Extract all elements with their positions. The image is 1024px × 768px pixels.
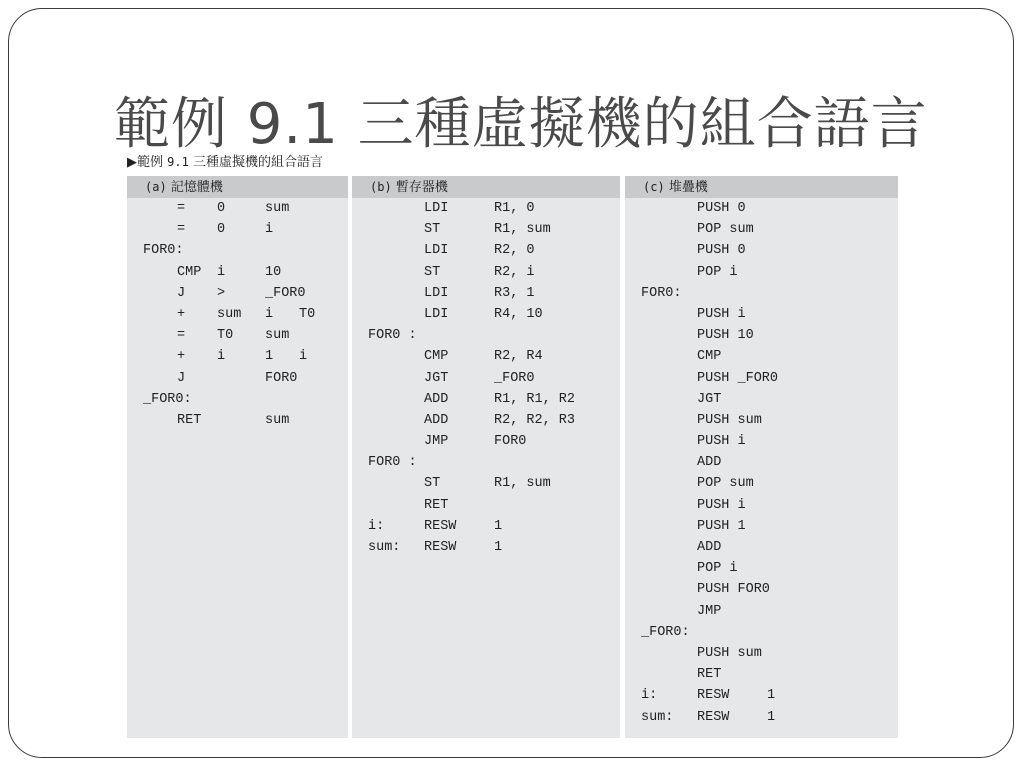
code-operand: i xyxy=(217,264,226,280)
code-operand: 1 xyxy=(767,688,776,704)
code-line xyxy=(625,346,898,367)
column-heading: 記憶體機 xyxy=(170,180,223,195)
code-opcode: LDI xyxy=(424,243,449,259)
code-line xyxy=(625,473,898,494)
code-instruction: PUSH sum xyxy=(697,412,762,428)
code-line xyxy=(625,304,898,325)
code-operand: R3, 1 xyxy=(494,285,535,301)
code-operand: 0 xyxy=(217,222,226,238)
code-instruction: PUSH 0 xyxy=(697,243,746,259)
stack-machine-column xyxy=(625,176,898,738)
code-line xyxy=(625,643,898,664)
code-operand: > xyxy=(217,285,226,301)
code-opcode: = xyxy=(177,328,186,344)
column-heading: 暫存器機 xyxy=(395,180,448,195)
code-label: i: xyxy=(641,688,658,704)
code-instruction: PUSH i xyxy=(697,497,746,513)
code-label: i: xyxy=(368,518,385,534)
code-instruction: ADD xyxy=(697,540,722,555)
code-label: FOR0: xyxy=(641,285,682,301)
code-instruction: PUSH FOR0 xyxy=(697,582,770,598)
caption-marker: ▶範例 xyxy=(127,155,163,170)
code-line xyxy=(352,283,620,304)
code-opcode: LDI xyxy=(424,285,449,301)
code-line xyxy=(127,304,348,325)
code-operand: i xyxy=(299,349,308,365)
code-instruction: PUSH i xyxy=(697,434,746,450)
column-header xyxy=(625,176,898,198)
code-instruction: PUSH 10 xyxy=(697,328,754,344)
code-opcode: = xyxy=(177,222,186,238)
code-label: FOR0: xyxy=(143,243,184,259)
code-line xyxy=(625,579,898,600)
code-instruction: POP sum xyxy=(697,476,754,492)
code-line xyxy=(352,325,620,346)
code-operand: 1 xyxy=(767,709,776,725)
code-operand: sum xyxy=(265,412,290,428)
code-line xyxy=(352,452,620,473)
code-operand: R2, R4 xyxy=(494,349,543,365)
code-line xyxy=(625,707,898,728)
code-line xyxy=(127,283,348,304)
caption-text: 三種虛擬機的組合語言 xyxy=(192,155,323,170)
code-opcode: CMP xyxy=(177,264,202,280)
code-opcode: LDI xyxy=(424,306,449,322)
code-operand: R2, i xyxy=(494,264,535,280)
example-caption xyxy=(127,151,323,170)
code-opcode: JGT xyxy=(424,370,449,386)
code-line xyxy=(352,431,620,452)
code-line xyxy=(625,410,898,431)
code-operand: T0 xyxy=(299,306,316,322)
code-line xyxy=(127,346,348,367)
code-opcode: RESW xyxy=(424,540,457,555)
code-line xyxy=(625,198,898,219)
code-instruction: PUSH 0 xyxy=(697,201,746,216)
code-line xyxy=(352,537,620,558)
code-line xyxy=(352,262,620,283)
code-instruction: PUSH sum xyxy=(697,645,762,661)
code-instruction: ADD xyxy=(697,455,722,471)
code-line xyxy=(127,389,348,410)
column-tag: (b) xyxy=(370,180,392,194)
column-header xyxy=(127,176,348,198)
code-line xyxy=(625,452,898,473)
code-label: sum: xyxy=(641,709,674,725)
code-line xyxy=(625,219,898,240)
register-machine-column xyxy=(352,176,620,738)
code-line xyxy=(352,389,620,410)
code-listing xyxy=(352,198,620,558)
code-line xyxy=(127,368,348,389)
code-operand: sum xyxy=(265,328,290,344)
code-operand: R1, 0 xyxy=(494,201,535,216)
code-instruction: JGT xyxy=(697,391,722,407)
code-line xyxy=(625,389,898,410)
code-operand: sum xyxy=(217,306,242,322)
code-line xyxy=(625,325,898,346)
code-operand: 1 xyxy=(265,349,274,365)
column-tag: (a) xyxy=(145,180,167,194)
code-instruction: PUSH _FOR0 xyxy=(697,370,779,386)
code-instruction: PUSH 1 xyxy=(697,518,746,534)
code-operand: 10 xyxy=(265,264,282,280)
code-line xyxy=(352,368,620,389)
code-opcode: J xyxy=(177,370,186,386)
code-operand: R2, R2, R3 xyxy=(494,412,576,428)
code-opcode: JMP xyxy=(424,434,449,450)
slide-title: 範例 9.1 三種虛擬機的組合語言 xyxy=(114,92,928,157)
code-line xyxy=(625,240,898,261)
code-instruction: POP sum xyxy=(697,222,754,238)
code-opcode: ADD xyxy=(424,412,449,428)
code-line xyxy=(625,601,898,622)
code-instruction: RET xyxy=(697,667,722,683)
code-operand: R1, R1, R2 xyxy=(494,391,576,407)
code-operand: FOR0 xyxy=(265,370,298,386)
code-label: sum: xyxy=(368,540,401,555)
code-line xyxy=(127,219,348,240)
memory-machine-column xyxy=(127,176,348,738)
code-opcode: RET xyxy=(177,412,202,428)
code-operand: R4, 10 xyxy=(494,306,543,322)
code-label: _FOR0: xyxy=(641,624,690,640)
code-line xyxy=(625,368,898,389)
code-operand: sum xyxy=(265,201,290,216)
code-operand: FOR0 xyxy=(494,434,527,450)
code-opcode: J xyxy=(177,285,186,301)
code-instruction: RESW xyxy=(697,709,730,725)
code-operand: 1 xyxy=(494,518,503,534)
code-label: FOR0 : xyxy=(368,328,417,344)
code-line xyxy=(127,410,348,431)
code-instruction: RESW xyxy=(697,688,730,704)
code-instruction: POP i xyxy=(697,561,738,577)
code-operand: i xyxy=(265,306,274,322)
code-line xyxy=(352,495,620,516)
code-instruction: JMP xyxy=(697,603,722,619)
code-line xyxy=(625,685,898,706)
code-operand: T0 xyxy=(217,328,234,344)
code-line xyxy=(625,283,898,304)
code-instruction: CMP xyxy=(697,349,722,365)
code-opcode: ST xyxy=(424,222,441,238)
code-opcode: RESW xyxy=(424,518,457,534)
code-line xyxy=(625,622,898,643)
code-operand: R1, sum xyxy=(494,476,551,492)
code-operand: R2, 0 xyxy=(494,243,535,259)
code-opcode: LDI xyxy=(424,201,449,216)
code-opcode: = xyxy=(177,201,186,216)
code-opcode: + xyxy=(177,349,186,365)
code-opcode: ST xyxy=(424,476,441,492)
code-line xyxy=(625,537,898,558)
code-operand: i xyxy=(217,349,226,365)
code-operand: 0 xyxy=(217,201,226,216)
code-line xyxy=(352,473,620,494)
caption-number: 9.1 xyxy=(167,155,189,169)
code-line xyxy=(625,495,898,516)
code-line xyxy=(352,410,620,431)
code-operand: _FOR0 xyxy=(494,370,535,386)
code-operand: i xyxy=(265,222,274,238)
code-opcode: RET xyxy=(424,497,449,513)
code-line xyxy=(352,198,620,219)
code-line xyxy=(625,431,898,452)
code-line xyxy=(127,240,348,261)
code-listing xyxy=(625,198,898,728)
code-line xyxy=(127,198,348,219)
code-instruction: POP i xyxy=(697,264,738,280)
code-opcode: ADD xyxy=(424,391,449,407)
code-line xyxy=(625,664,898,685)
code-label: FOR0 : xyxy=(368,455,417,471)
column-heading: 堆疊機 xyxy=(668,180,708,195)
code-line xyxy=(127,262,348,283)
code-operand: R1, sum xyxy=(494,222,551,238)
code-opcode: ST xyxy=(424,264,441,280)
code-line xyxy=(352,516,620,537)
code-line xyxy=(127,325,348,346)
code-opcode: CMP xyxy=(424,349,449,365)
code-line xyxy=(352,240,620,261)
code-operand: 1 xyxy=(494,540,503,555)
code-listing xyxy=(127,198,348,431)
code-line xyxy=(352,346,620,367)
column-header xyxy=(352,176,620,198)
code-instruction: PUSH i xyxy=(697,306,746,322)
code-line xyxy=(625,558,898,579)
column-tag: (c) xyxy=(643,180,665,194)
code-line xyxy=(352,304,620,325)
code-line xyxy=(625,262,898,283)
code-label: _FOR0: xyxy=(143,391,192,407)
code-line xyxy=(625,516,898,537)
code-operand: _FOR0 xyxy=(265,285,306,301)
code-line xyxy=(352,219,620,240)
code-opcode: + xyxy=(177,306,186,322)
